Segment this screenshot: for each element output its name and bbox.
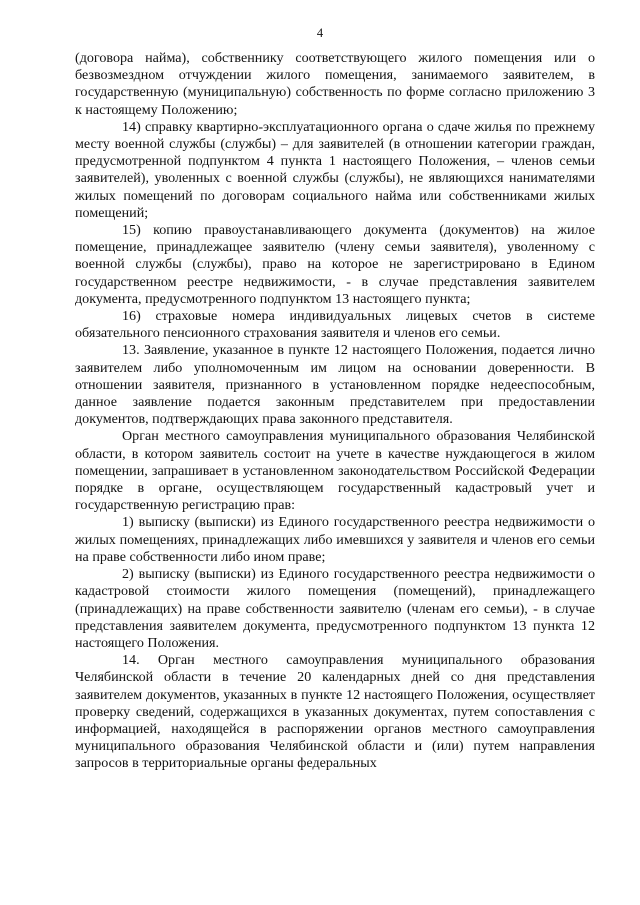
paragraph-request-item-2: 2) выписку (выписки) из Единого государственного реестра недвижимости о кадастровой стоимости жилого помещения (помещений), принадлежащего (принадлежащих) на праве собственности заявителю (членам его семьи), - в случае представления заявителем документа, предусмотренного подпунктом 13 пункта 12 настоящего Положения.: [75, 566, 595, 651]
paragraph-item-14: 14) справку квартирно-эксплуатационного органа о сдаче жилья по прежнему месту военной службы (службы) – для заявителей (в отношении категории граждан, предусмотренной подпунктом 4 пункта 1 настоящего Положения, – членов семьи заявителей), уволенных с военной службы (службы), не являющихся нанимателями жилых помещений по договорам социального найма или собственниками жилых помещений;: [75, 118, 595, 221]
page-number: 4: [316, 26, 324, 40]
document-body: [75, 50, 595, 773]
paragraph-request-item-1: 1) выписку (выписки) из Единого государственного реестра недвижимости о жилых помещениях, принадлежащих либо имевшихся у заявителя и членов его семьи на праве собственности либо ином праве;: [75, 514, 595, 565]
paragraph-contract-continuation: (договора найма), собственнику соответствующего жилого помещения или о безвозмездном отчуждении жилого помещения, занимаемого заявителем, в государственную (муниципальную) собственность по форме согласно приложению 3 к настоящему Положению;: [75, 50, 595, 118]
paragraph-item-15: 15) копию правоустанавливающего документа (документов) на жилое помещение, принадлежащее заявителю (члену семьи заявителя), уволенному с военной службы (службы), право на которое не зарегистрировано в Едином государственном реестре недвижимости, - в случае представления заявителем документа, предусмотренного подпунктом 13 настоящего пункта;: [75, 222, 595, 307]
paragraph-section-13: 13. Заявление, указанное в пункте 12 настоящего Положения, подается лично заявителем либо уполномоченным им лицом на основании доверенности. В отношении заявителя, признанного в установленном порядке недееспособным, данное заявление подается законным представителем при предоставлении документов, подтверждающих права законного представителя.: [75, 342, 595, 428]
paragraph-section-14: 14. Орган местного самоуправления муниципального образования Челябинской области в течение 20 календарных дней со дня представления заявителем документов, указанных в пункте 12 настоящего Положения, осуществляет проверку сведений, содержащихся в указанных документах, путем сопоставления с информацией, находящейся в распоряжении органов местного самоуправления муниципального образования Челябинской области и (или) путем направления запросов в территориальные органы федеральных: [75, 652, 595, 772]
paragraph-item-16: 16) страховые номера индивидуальных лицевых счетов в системе обязательного пенсионного страхования заявителя и членов его семьи.: [75, 308, 595, 342]
paragraph-local-authority-request: Орган местного самоуправления муниципального образования Челябинской области, в котором заявитель состоит на учете в качестве нуждающегося в жилом помещении, запрашивает в установленном законодательством Российской Федерации порядке в органе, осуществляющем государственный кадастровый учет и государственную регистрацию прав:: [75, 428, 595, 514]
